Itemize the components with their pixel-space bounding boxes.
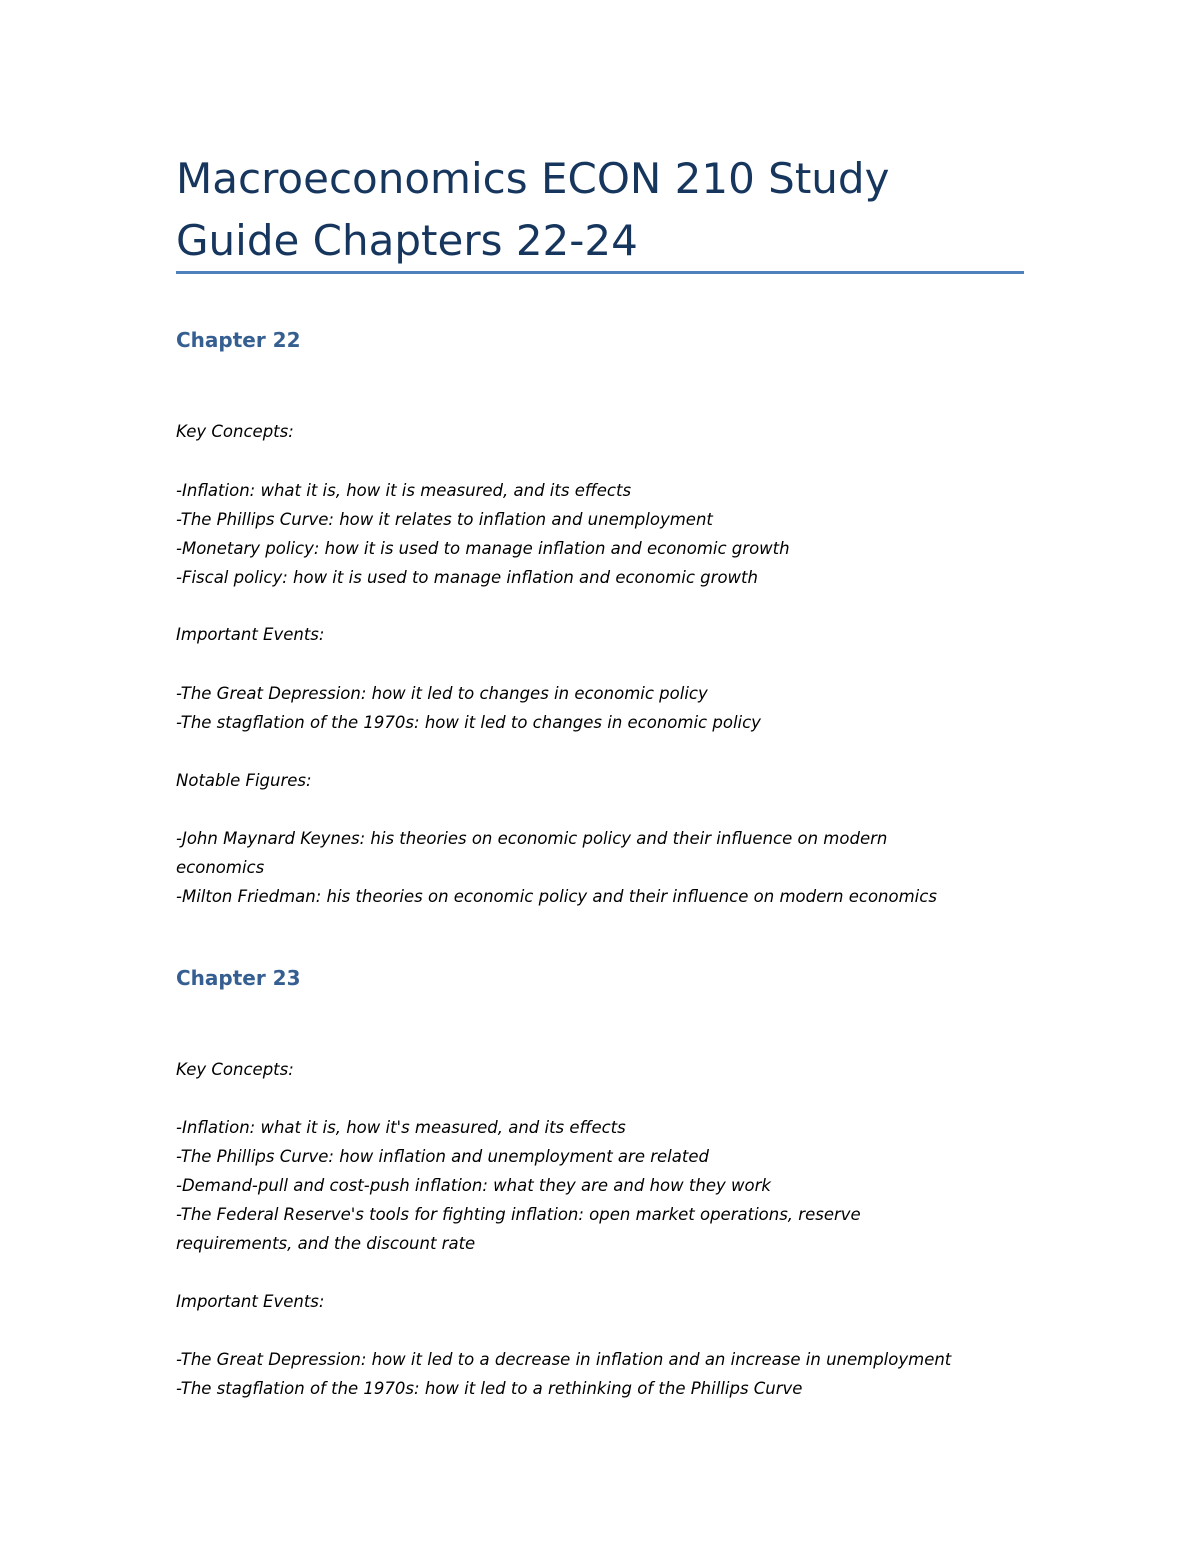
- ch22-key-concepts-label: Key Concepts:: [176, 422, 294, 441]
- ch23-important-events-label: Important Events:: [176, 1292, 325, 1311]
- document-title-line-1: Macroeconomics ECON 210 Study: [176, 154, 890, 203]
- ch22-figure-line: -John Maynard Keynes: his theories on economic policy and their influence on modern: [176, 829, 888, 848]
- ch23-event-item: -The Great Depression: how it led to a decrease in inflation and an increase in unemployment: [176, 1350, 952, 1369]
- ch22-important-events-label: Important Events:: [176, 625, 325, 644]
- ch22-event-item: -The Great Depression: how it led to changes in economic policy: [176, 684, 708, 703]
- document-title-line-2: Guide Chapters 22-24: [176, 216, 638, 265]
- ch23-key-concept-line: -Inflation: what it is, how it's measured, and its effects: [176, 1118, 626, 1137]
- ch23-key-concept-line: -Demand-pull and cost-push inflation: what they are and how they work: [176, 1176, 771, 1195]
- chapter-23-heading: Chapter 23: [176, 966, 301, 990]
- ch22-notable-figures-label: Notable Figures:: [176, 771, 312, 790]
- ch22-figure-line: -Milton Friedman: his theories on economic policy and their influence on modern economics: [176, 887, 937, 906]
- ch23-key-concepts-label: Key Concepts:: [176, 1060, 294, 1079]
- ch23-key-concept-line: -The Federal Reserve's tools for fighting inflation: open market operations, reserve: [176, 1205, 861, 1224]
- ch23-event-item: -The stagflation of the 1970s: how it led to a rethinking of the Phillips Curve: [176, 1379, 803, 1398]
- ch22-event-item: -The stagflation of the 1970s: how it led to changes in economic policy: [176, 713, 761, 732]
- chapter-22-heading: Chapter 22: [176, 328, 301, 352]
- ch22-key-concept-item: -The Phillips Curve: how it relates to inflation and unemployment: [176, 510, 713, 529]
- ch22-figure-line: economics: [176, 858, 265, 877]
- document-title: [176, 148, 1036, 272]
- ch22-key-concept-item: -Fiscal policy: how it is used to manage inflation and economic growth: [176, 568, 758, 587]
- ch23-key-concept-line: requirements, and the discount rate: [176, 1234, 476, 1253]
- ch23-key-concept-line: -The Phillips Curve: how inflation and unemployment are related: [176, 1147, 709, 1166]
- ch22-key-concept-item: -Inflation: what it is, how it is measured, and its effects: [176, 481, 632, 500]
- ch22-key-concept-item: -Monetary policy: how it is used to manage inflation and economic growth: [176, 539, 790, 558]
- title-underline-rule: [176, 271, 1024, 274]
